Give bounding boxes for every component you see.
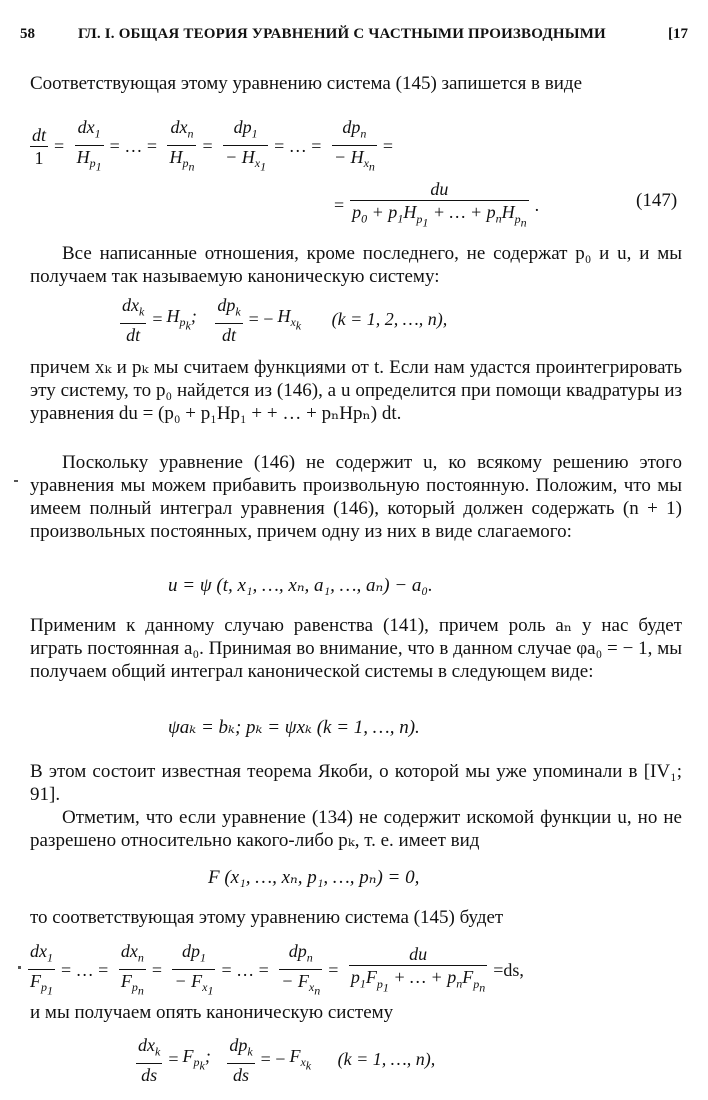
- running-header: [20, 26, 688, 50]
- paragraph-2: Все написанные отношения, кроме последнего, не содержат p₀ и u, и мы получаем так называемую каноническую систему:: [30, 243, 682, 287]
- paragraph-5: Применим к данному случаю равенства (141), причем роль aₙ у нас будет играть постоянная a₀. Принимая во внимание, что в данном случае φa₀ = − 1, мы получаем общий интеграл канонической системы в следующем виде:: [30, 615, 682, 682]
- margin-dot: [18, 966, 21, 969]
- paragraph-3: причем xₖ и pₖ мы считаем функциями от t. Если нам удастся проинтегрировать эту систему, то p₀ найдется из (146), а u определится при помощи квадратуры из уравнения du = (p₀ + p₁Hp₁ + + … + pₙHpₙ) dt.: [30, 357, 682, 424]
- canonical-range: (k = 1, 2, …, n),: [331, 309, 448, 330]
- complete-integral-equation: u = ψ (t, x₁, …, xₙ, a₁, …, aₙ) − a₀.: [168, 575, 433, 596]
- equation-147-line-1: $\frac{dt}{1}$ = $\frac{dx_1}{H_{p_1}}$ = … = $\frac{dx_n}{H_{p_n}}$ = $\frac{dp_1}{- H_{x_1}}$ = … = $\frac{dp_n}{- H_{x_n}}$ =: [32, 117, 394, 174]
- canonical-system-equation: $\frac{dx_k}{dt}$ = $H_{p_k}$; $\frac{dp_k}{dt}$ = − $H_{x_k}$ (k = 1, 2, …, n),: [122, 295, 448, 345]
- equation-147-line-2: = $\frac{du}{p_0 + p_1H_{p_1} + \dots + p_nH_{p_n}}$ .: [334, 179, 540, 229]
- paragraph-1: Соответствующая этому уравнению система (145) запишется в виде: [30, 73, 583, 94]
- equation-F: F (x₁, …, xₙ, p₁, …, pₙ) = 0,: [208, 867, 420, 888]
- running-head: ГЛ. I. ОБЩАЯ ТЕОРИЯ УРАВНЕНИЙ С ЧАСТНЫМИ ПРОИЗВОДНЫМИ: [78, 26, 606, 42]
- page-number: 58: [20, 26, 35, 42]
- margin-mark: [14, 480, 18, 482]
- system-F-equation: $\frac{dx_1}{F_{p_1}}$ = … = $\frac{dx_n}{F_{p_n}}$ = $\frac{dp_1}{- F_{x_1}}$ = … = $\frac{dp_n}{- F_{x_n}}$ = $\frac{du}{p_1F_{p_1} + \dots + p_nF_{p_n}}$ =ds,: [30, 941, 524, 998]
- section-number: [17: [668, 26, 688, 42]
- paragraph-6: В этом состоит известная теорема Якоби, о которой мы уже упоминали в [IV₁; 91].: [30, 761, 682, 805]
- paragraph-9: и мы получаем опять каноническую систему: [30, 1002, 394, 1023]
- general-integral-equation: ψaₖ = bₖ; pₖ = ψxₖ (k = 1, …, n).: [168, 717, 420, 738]
- last-range: (k = 1, …, n),: [337, 1049, 436, 1070]
- paragraph-4: Поскольку уравнение (146) не содержит u, ко всякому решению этого уравнения мы можем прибавить произвольную постоянную. Положим, что мы имеем полный интеграл уравнения (146), который должен содержать (n + 1) произвольных постоянных, причем одну из них в виде слагаемого:: [30, 452, 682, 542]
- paragraph-8: то соответствующая этому уравнению система (145) будет: [30, 907, 504, 928]
- equation-number-147: (147): [636, 190, 678, 211]
- canonical-system-F-equation: $\frac{dx_k}{ds}$ = $F_{p_k}$; $\frac{dp_k}{ds}$ = − $F_{x_k}$ (k = 1, …, n),: [138, 1035, 436, 1085]
- paragraph-7: Отметим, что если уравнение (134) не содержит искомой функции u, но не разрешено относительно какого-либо pₖ, т. е. имеет вид: [30, 807, 682, 851]
